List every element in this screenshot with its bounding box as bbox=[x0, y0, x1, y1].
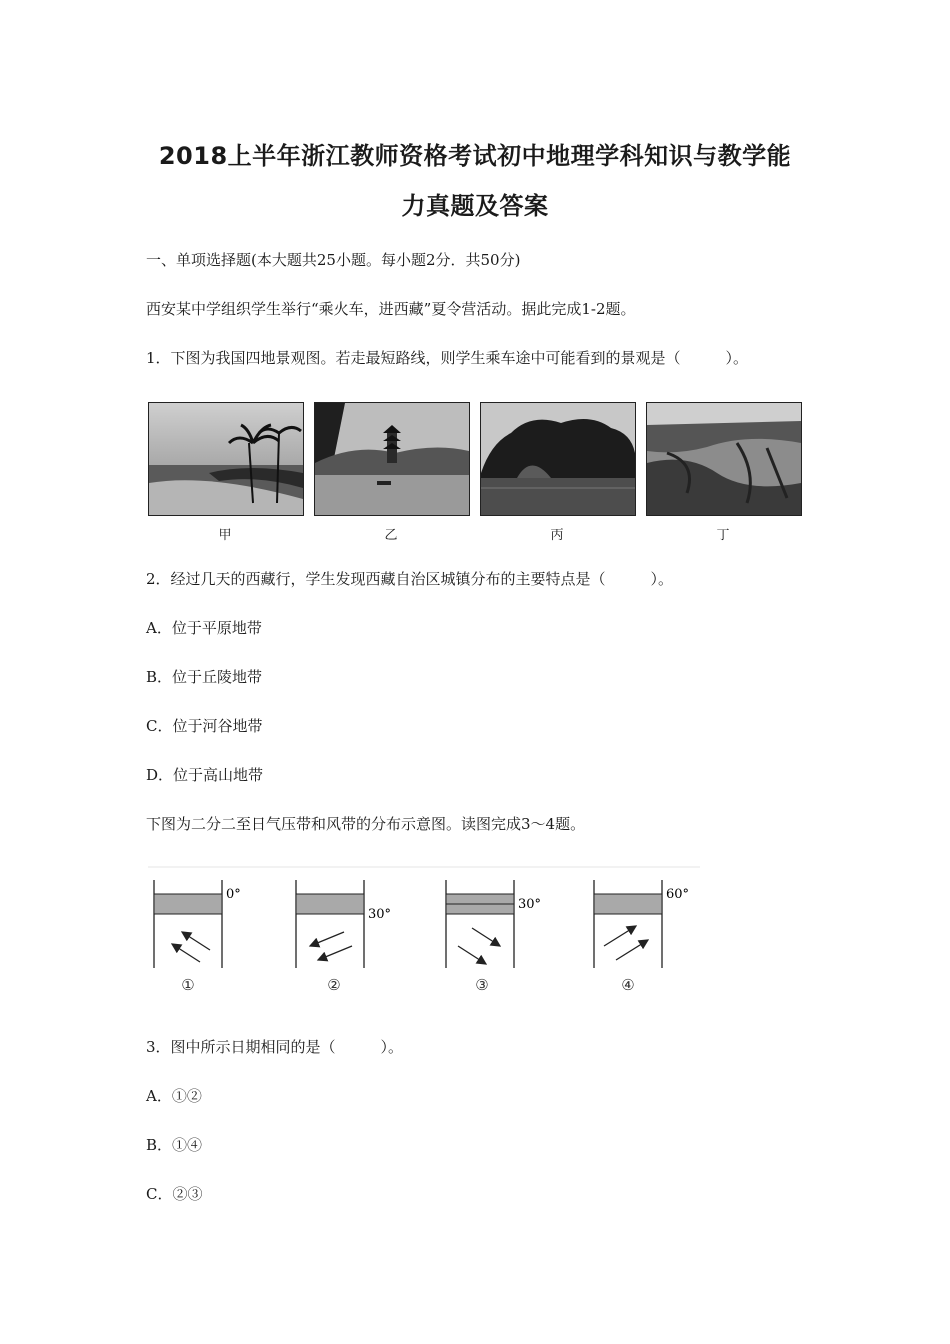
panel-2-label: ② bbox=[327, 976, 341, 994]
panel-1 bbox=[154, 880, 241, 994]
q3-option-a: A．①② bbox=[146, 1087, 202, 1105]
caption-jia: 甲 bbox=[218, 528, 232, 543]
q2-option-c: C．位于河谷地带 bbox=[146, 717, 263, 735]
intro-paragraph-2: 下图为二分二至日气压带和风带的分布示意图。读图完成3～4题。 bbox=[146, 815, 586, 833]
panel-2 bbox=[296, 880, 391, 994]
q3-option-b: B．①④ bbox=[146, 1136, 203, 1154]
panel-3-latitude: 30° bbox=[518, 897, 542, 912]
question-2: 2．经过几天的西藏行，学生发现西藏自治区城镇分布的主要特点是（ ）。 bbox=[146, 570, 674, 588]
panel-4-latitude: 60° bbox=[666, 887, 690, 902]
photo-bing-karst-river bbox=[480, 402, 636, 516]
panel-4 bbox=[594, 880, 689, 994]
photo-jia-beach bbox=[148, 402, 304, 516]
panel-3-label: ③ bbox=[475, 976, 489, 994]
document-title-line-1: 2018上半年浙江教师资格考试初中地理学科知识与教学能 bbox=[158, 142, 792, 170]
pressure-wind-belt-diagram bbox=[148, 866, 700, 996]
panel-2-latitude: 30° bbox=[368, 907, 392, 922]
caption-bing: 丙 bbox=[550, 528, 564, 543]
question-1: 1．下图为我国四地景观图。若走最短路线，则学生乘车途中可能看到的景观是（ ）。 bbox=[146, 349, 749, 367]
q2-option-d: D．位于高山地带 bbox=[146, 766, 264, 784]
caption-ding: 丁 bbox=[716, 528, 730, 543]
q3-option-c: C．②③ bbox=[146, 1185, 203, 1203]
panel-1-latitude: 0° bbox=[226, 887, 241, 902]
panel-1-label: ① bbox=[181, 976, 195, 994]
landscape-photos bbox=[148, 402, 804, 542]
photo-yi-pagoda-lake bbox=[314, 402, 470, 516]
q2-option-b: B．位于丘陵地带 bbox=[146, 668, 263, 686]
document-title-line-2: 力真题及答案 bbox=[401, 192, 549, 220]
photo-ding-loess-plateau bbox=[646, 402, 802, 516]
section-heading: 一、单项选择题(本大题共25小题。每小题2分．共50分) bbox=[146, 251, 521, 269]
q2-option-a: A．位于平原地带 bbox=[146, 619, 262, 637]
intro-paragraph-1: 西安某中学组织学生举行“乘火车，进西藏”夏令营活动。据此完成1-2题。 bbox=[146, 300, 636, 318]
panel-4-label: ④ bbox=[621, 976, 635, 994]
panel-3 bbox=[446, 880, 541, 994]
caption-yi: 乙 bbox=[384, 528, 398, 543]
question-3: 3．图中所示日期相同的是（ ）。 bbox=[146, 1038, 404, 1056]
